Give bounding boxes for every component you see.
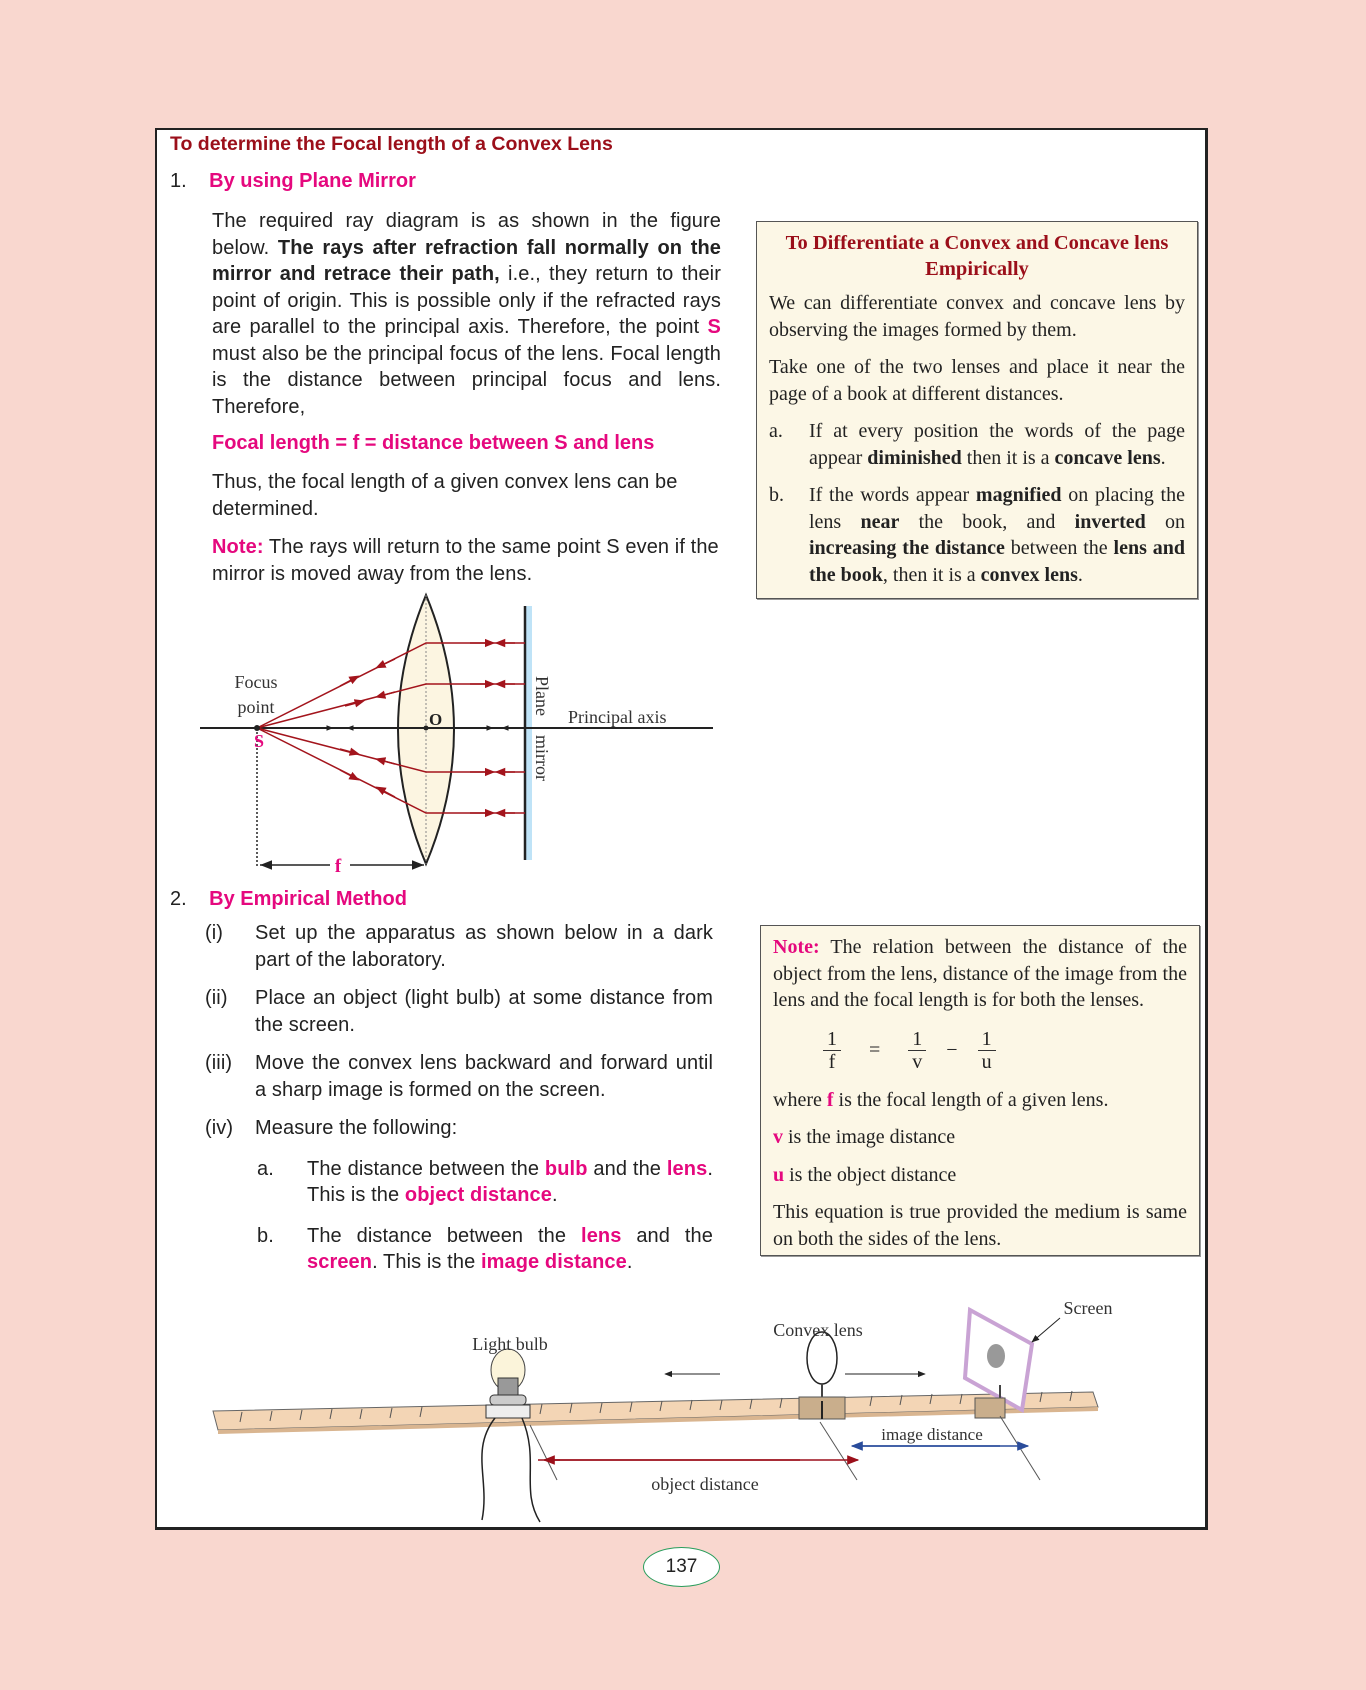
light-bulb-icon: [482, 1349, 540, 1522]
box-para-1: We can differentiate convex and concave lens by observing the images formed by them.: [769, 292, 1185, 341]
section-title: By using Plane Mirror: [209, 170, 416, 192]
note-intro: Note: The relation between the distance of the object from the lens, distance of the image from the lens and the focal length is for both the lenses.: [773, 936, 1187, 1011]
f-label: f: [334, 856, 342, 877]
step-item: (ii) Place an object (light bulb) at some distance from the screen.: [205, 987, 713, 1036]
image-distance-label: image distance: [881, 1425, 983, 1444]
section-number: 1.: [170, 170, 187, 192]
section-number: 2.: [170, 888, 187, 910]
focus-label-1: Focus: [234, 672, 278, 692]
section-1-note: Note: The rays will return to the same point S even if the mirror is moved away from the lens.: [212, 536, 719, 585]
box-item-b: b. If the words appear magnified on placing the lens near the book, and inverted on increasing the distance between the lens and the book, then it is a convex lens.: [769, 484, 1186, 586]
step-item: (i) Set up the apparatus as shown below in a dark part of the laboratory.: [205, 922, 713, 971]
medium-condition: This equation is true provided the medium is same on both the sides of the lens.: [773, 1201, 1187, 1250]
step-item: (iv) Measure the following:: [205, 1117, 458, 1139]
focal-length-formula: Focal length = f = distance between S and lens: [212, 432, 655, 454]
mirror-label-plane: Plane: [532, 676, 552, 716]
sub-item-b: b. The distance between the lens and the screen. This is the image distance.: [257, 1224, 713, 1273]
principal-axis-label: Principal axis: [568, 707, 667, 727]
section-1-heading: [170, 170, 416, 193]
box-para-2: Take one of the two lenses and place it near the page of a book at different distances.: [769, 356, 1185, 405]
sub-item-a: a. The distance between the bulb and the lens. This is the object distance.: [257, 1157, 713, 1206]
lens-equation: $\frac{1}{f}$ = $\frac{1}{v}$ − $\frac{1}{u}$: [823, 1028, 1187, 1073]
page-number: 137: [643, 1547, 720, 1587]
box-item-a: a. If at every position the words of the page appear diminished then it is a concave lens.: [769, 420, 1185, 469]
where-v: v is the image distance: [773, 1126, 956, 1148]
step-item: (iii) Move the convex lens backward and forward until a sharp image is formed on the screen.: [205, 1052, 713, 1101]
convex-lens-label: Convex lens: [773, 1320, 863, 1340]
where-u: u is the object distance: [773, 1163, 957, 1186]
O-label: O: [429, 710, 443, 729]
section-2-heading: [170, 888, 407, 911]
optical-center-dot: [424, 726, 429, 731]
focus-label-2: point: [237, 697, 275, 717]
box-title: To Differentiate a Convex and Concave lens Empirically: [785, 232, 1169, 280]
apparatus-illustration: [200, 1285, 1120, 1525]
section-1-paragraph: The required ray diagram is as shown in the figure below. The rays after refraction fall normally on the mirror and retrace their path, i.e., they return to their point of origin. This is possible only if the refracted rays are parallel to the principal axis. Therefore, the point S must also be the principal focus of the lens. Focal length is the distance between principal focus and lens. Therefore,: [212, 210, 722, 418]
page-title: To determine the Focal length of a Convex Lens: [170, 133, 613, 155]
screen-label: Screen: [1063, 1298, 1113, 1318]
light-bulb-label: Light bulb: [472, 1334, 548, 1354]
ray-diagram: [195, 590, 725, 880]
conclusion-text: Thus, the focal length of a given convex lens can be determined.: [212, 471, 678, 520]
lens-formula-note-box: [760, 925, 1200, 1256]
where-f: where f is the focal length of a given lens.: [773, 1088, 1109, 1111]
object-distance-label: object distance: [651, 1474, 759, 1494]
empirical-steps: [205, 920, 713, 1288]
mirror-label-mirror: mirror: [532, 735, 552, 781]
S-label: S: [254, 731, 265, 751]
section-title: By Empirical Method: [209, 888, 407, 910]
differentiate-info-box: [756, 221, 1198, 599]
